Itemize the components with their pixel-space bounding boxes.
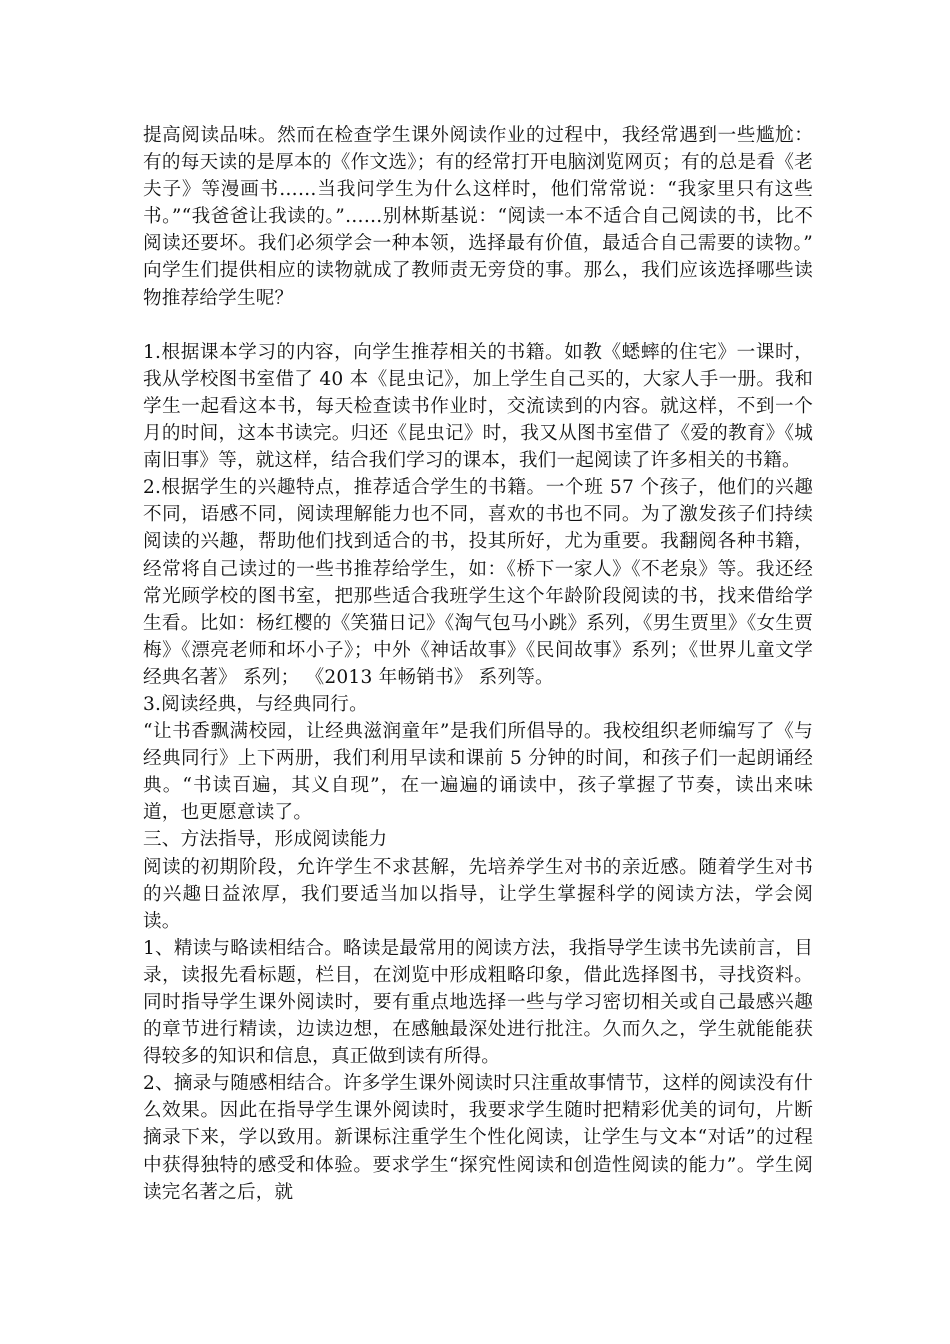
section-heading-method: 三、方法指导，形成阅读能力 [143, 829, 388, 851]
paragraph-point-3-heading: 3.阅读经典，与经典同行。 [143, 693, 368, 715]
document-body [143, 122, 813, 1206]
paragraph-point-2: 2.根据学生的兴趣特点，推荐适合学生的书籍。一个班 57 个孩子，他们的兴趣不同，语感不同，阅读理解能力也不同，喜欢的书也不同。为了激发孩子们持续阅读的兴趣，帮助他们找到适合的书，投其所好，尤为重要。我翻阅各种书籍，经常将自己读过的一些书推荐给学生，如：《桥下一家人》《不老泉》等。我还经常光顾学校的图书室，把那些适合我班学生这个年龄阶段阅读的书，找来借给学生看。比如：杨红樱的《笑猫日记》《淘气包马小跳》系列，《男生贾里》《女生贾梅》《漂亮老师和坏小子》；中外《神话故事》《民间故事》系列；《世界儿童文学经典名著》 系列； 《2013 年畅销书》 系列等。 [143, 477, 813, 688]
blank-line [143, 312, 813, 339]
paragraph-point-1: 1.根据课本学习的内容，向学生推荐相关的书籍。如教《蟋蟀的住宅》一课时，我从学校图书室借了 40 本《昆虫记》，加上学生自己买的，大家人手一册。我和学生一起看这本书，每天检查读书作业时，交流读到的内容。就这样，不到一个月的时间，这本书读完。归还《昆虫记》时，我又从图书室借了《爱的教育》《城南旧事》等，就这样，结合我们学习的课本，我们一起阅读了许多相关的书籍。 [143, 341, 813, 472]
paragraph-method-1: 1、精读与略读相结合。略读是最常用的阅读方法，我指导学生读书先读前言，目录，读报先看标题，栏目，在浏览中形成粗略印象，借此选择图书，寻找资料。同时指导学生课外阅读时，要有重点地选择一些与学习密切相关或自己最感兴趣的章节进行精读，边读边想，在感触最深处进行批注。久而久之，学生就能能获得较多的知识和信息，真正做到读有所得。 [143, 937, 813, 1068]
paragraph-classics: “让书香飘满校园，让经典滋润童年”是我们所倡导的。我校组织老师编写了《与经典同行》上下两册，我们利用早读和课前 5 分钟的时间，和孩子们一起朗诵经典。“书读百遍，其义自现”，在一遍遍的诵读中，孩子掌握了节奏，读出来味道，也更愿意读了。 [143, 721, 813, 824]
paragraph-intro: 提高阅读品味。然而在检查学生课外阅读作业的过程中，我经常遇到一些尴尬：有的每天读的是厚本的《作文选》；有的经常打开电脑浏览网页；有的总是看《老夫子》等漫画书……当我问学生为什么这样时，他们常常说：“我家里只有这些书。”“我爸爸让我读的。”……别林斯基说：“阅读一本不适合自己阅读的书，比不阅读还要坏。我们必须学会一种本领，选择最有价值，最适合自己需要的读物。” 向学生们提供相应的读物就成了教师责无旁贷的事。那么，我们应该选择哪些读物推荐给学生呢？ [143, 125, 813, 309]
paragraph-method-intro: 阅读的初期阶段，允许学生不求甚解，先培养学生对书的亲近感。随着学生对书的兴趣日益浓厚，我们要适当加以指导，让学生掌握科学的阅读方法，学会阅读。 [143, 856, 813, 932]
paragraph-method-2: 2、摘录与随感相结合。许多学生课外阅读时只注重故事情节，这样的阅读没有什么效果。因此在指导学生课外阅读时，我要求学生随时把精彩优美的词句，片断摘录下来，学以致用。新课标注重学生个性化阅读，让学生与文本“对话”的过程中获得独特的感受和体验。要求学生“探究性阅读和创造性阅读的能力”。学生阅读完名著之后，就 [143, 1073, 813, 1203]
